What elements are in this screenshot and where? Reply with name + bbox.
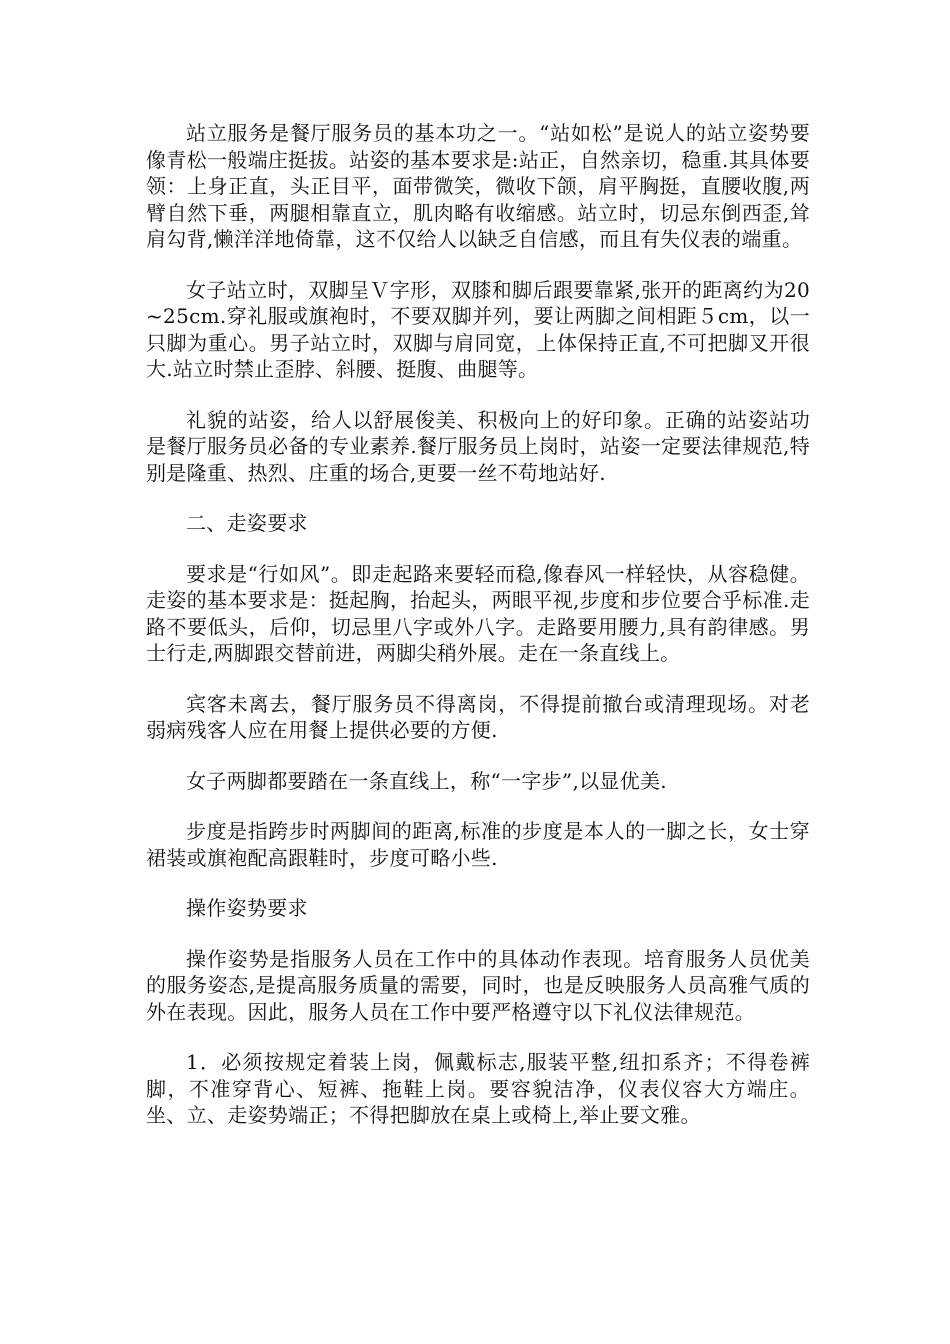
paragraph-guests-not-left: 宾客未离去，餐厅服务员不得离岗，不得提前撤台或清理现场。对老弱病残客人应在用餐上提供必要的方便. [146,691,810,742]
paragraph-female-standing: 女子站立时，双脚呈Ｖ字形，双膝和脚后跟要靠紧,张开的距离约为20~25cm.穿礼服或旗袍时，不要双脚并列，要让两脚之间相距５cm，以一只脚为重心。男子站立时，双脚与肩同宽，上体保持正直,不可把脚叉开很大.站立时禁止歪脖、斜腰、挺腹、曲腿等。 [146,277,810,381]
paragraph-step-length: 步度是指跨步时两脚间的距离,标准的步度是本人的一脚之长，女士穿裙装或旗袍配高跟鞋时，步度可略小些. [146,819,810,870]
paragraph-rule-1: 1．必须按规定着装上岗，佩戴标志,服装平整,纽扣系齐；不得卷裤脚，不准穿背心、短裤、拖鞋上岗。要容貌洁净，仪表仪容大方端庄。坐、立、走姿势端正；不得把脚放在桌上或椅上,举止要文雅。 [146,1050,810,1127]
paragraph-polite-standing: 礼貌的站姿，给人以舒展俊美、积极向上的好印象。正确的站姿站功是餐厅服务员必备的专业素养.餐厅服务员上岗时，站姿一定要法律规范,特别是隆重、热烈、庄重的场合,更要一丝不苟地站好. [146,407,810,485]
paragraph-walking-requirements: 要求是“行如风”。即走起路来要轻而稳,像春风一样轻快，从容稳健。走姿的基本要求是：挺起胸，抬起头，两眼平视,步度和步位要合乎标准.走路不要低头，后仰，切忌里八字或外八字。走路要用腰力,具有韵律感。男士行走,两脚跟交替前进，两脚尖稍外展。走在一条直线上。 [146,561,810,665]
section-heading-walking: 二、走姿要求 [186,511,308,535]
paragraph-operation-posture: 操作姿势是指服务人员在工作中的具体动作表现。培育服务人员优美的服务姿态,是提高服务质量的需要，同时，也是反映服务人员高雅气质的外在表现。因此，服务人员在工作中要严格遵守以下礼仪法律规范。 [146,946,810,1024]
paragraph-standing-service: 站立服务是餐厅服务员的基本功之一。“站如松”是说人的站立姿势要像青松一般端庄挺拔。站姿的基本要求是:站正，自然亲切，稳重.其具体要领：上身正直，头正目平，面带微笑，微收下颌，肩平胸挺，直腰收腹,两臂自然下垂，两腿相靠直立，肌肉略有收缩感。站立时，切忌东倒西歪,耸肩勾背,懒洋洋地倚靠，这不仅给人以缺乏自信感，而且有失仪表的端重。 [146,121,810,251]
section-heading-operation: 操作姿势要求 [186,896,308,920]
document-body [146,120,810,1153]
paragraph-female-walking: 女子两脚都要踏在一条直线上，称“一字步”,以显优美. [186,768,667,793]
